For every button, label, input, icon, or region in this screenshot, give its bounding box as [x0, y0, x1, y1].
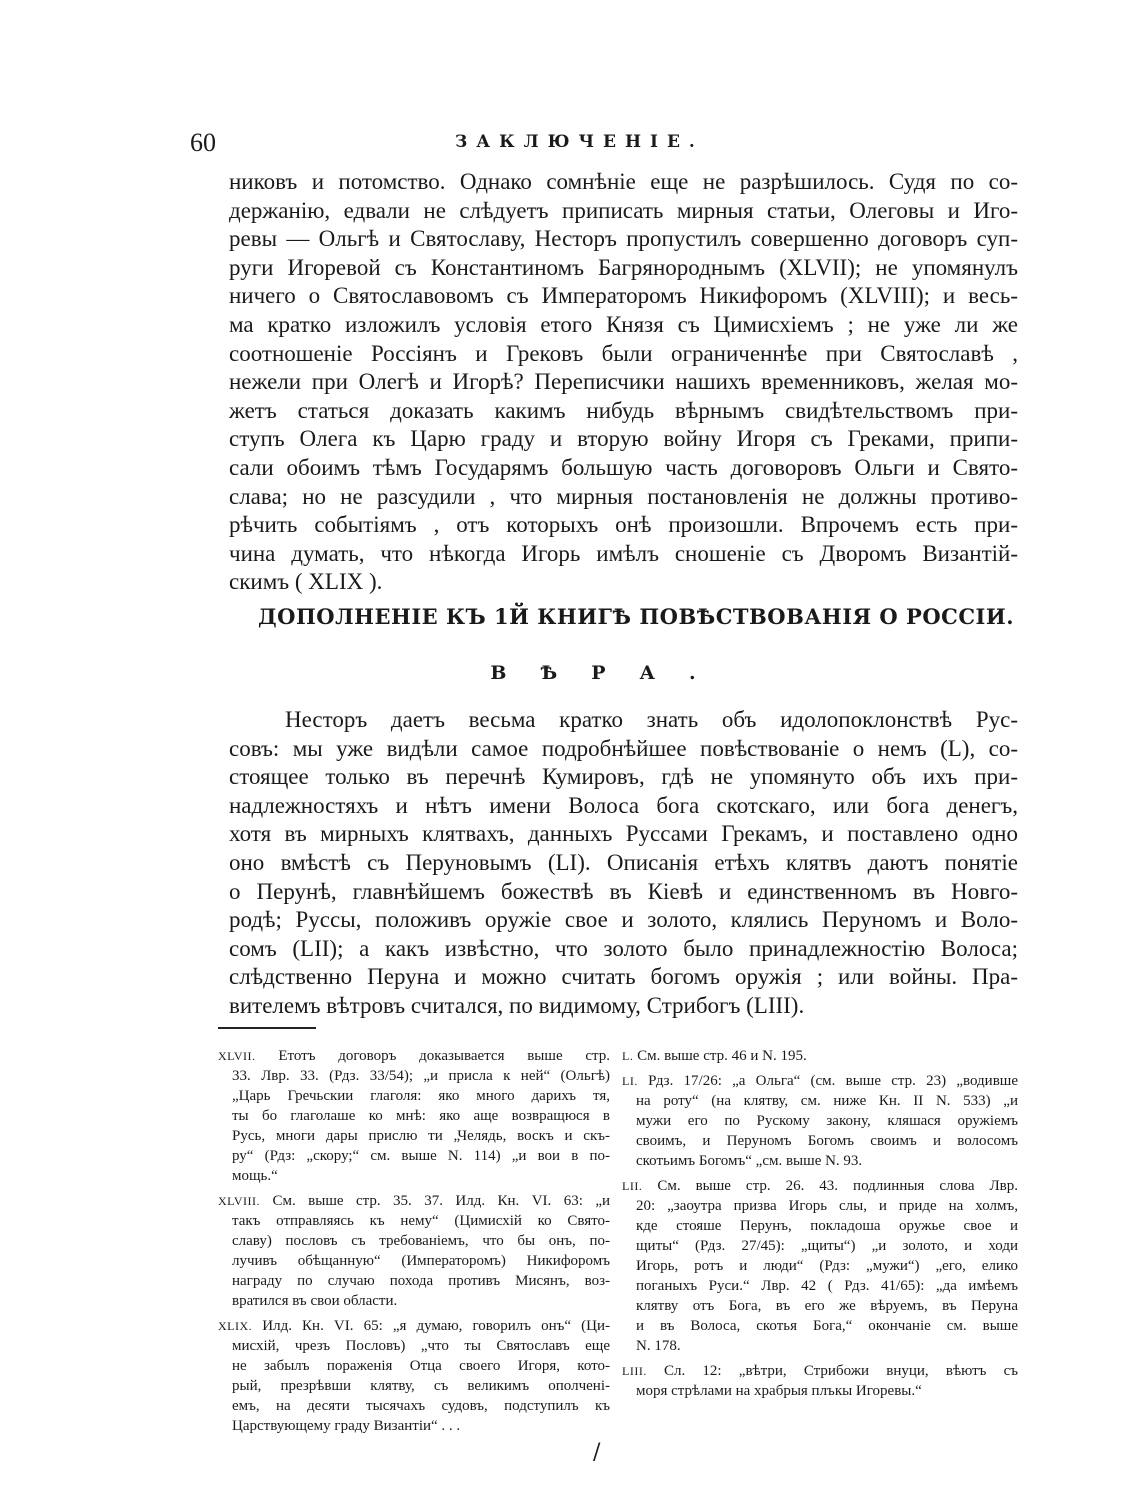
footnote-text: своимъ, и Перуномъ Богомъ своимъ и волосомъ: [636, 1133, 1018, 1149]
footnote-line: [622, 1381, 1018, 1401]
text-line: нежели при Олегѣ и Игорѣ? Переписчики нашихъ временниковъ, желая мо-: [229, 369, 1018, 395]
footnote-line: [622, 1256, 1018, 1276]
footnote-line: [218, 1106, 610, 1126]
page-mark: /: [593, 1440, 601, 1465]
text-line: чина думать, что нѣкогда Игорь имѣлъ сношеніе съ Дворомъ Византій-: [229, 540, 1018, 566]
text-line: хотя въ мирныхъ клятвахъ, данныхъ Руссами Грекамъ, и поставлено одно: [229, 821, 1018, 847]
footnote-line: [218, 1191, 610, 1211]
text-line: рѣчить событіямъ , отъ которыхъ онѣ произошли. Впрочемъ есть при-: [229, 512, 1018, 538]
footnote-line: [218, 1336, 610, 1356]
footnote-line: [622, 1046, 1018, 1066]
footnote-line: [218, 1291, 610, 1311]
text-line: слава; но не разсудили , что мирныя постановленія не должны противо-: [229, 483, 1018, 509]
text-line: скимъ ( XLIX ).: [229, 569, 383, 595]
footnote-line: [218, 1271, 610, 1291]
footnote-text: Илд. Кн. VI. 65: „я думаю, говорилъ онъ“ (Ци-: [262, 1318, 611, 1334]
footnote-text: См. выше стр. 26. 43. подлинныя слова Лвр.: [657, 1178, 1018, 1194]
footnote-text: такъ отправляясь къ нему“ (Цимисхій ко Свято-: [232, 1213, 610, 1229]
text-line: сали обоимъ тѣмъ Государямъ большую часть договоровъ Ольги и Свято-: [229, 454, 1018, 480]
footnote-line: [218, 1316, 610, 1336]
footnote-text: 20: „заоутра призва Игорь слы, и приде на холмъ,: [636, 1198, 1018, 1214]
footnote-line: [622, 1151, 1018, 1171]
footnote-text: не забылъ пораженія Отца своего Игоря, кото-: [232, 1358, 610, 1374]
footnote-line: [218, 1231, 610, 1251]
text-line: оно вмѣстѣ съ Перуновымъ (LI). Описанія етѣхъ клятвъ даютъ понятіе: [229, 849, 1018, 875]
footnote: [622, 1046, 1018, 1066]
footnote-text: славу) пословъ съ требованіемъ, что бы онъ, по-: [232, 1233, 610, 1249]
page-number: 60: [190, 128, 216, 157]
footnote-line: [218, 1166, 610, 1186]
footnote-line: [218, 1376, 610, 1396]
footnote-line: [622, 1361, 1018, 1381]
footnote-line: [218, 1066, 610, 1086]
section-heading: ДОПОЛНЕНІЕ КЪ 1Й КНИГѢ ПОВѢСТВОВАНІЯ О РОССІИ.: [258, 604, 1015, 629]
footnote-text: Русь, многи дары прислю ти „Челядь, воскъ и скъ-: [232, 1128, 610, 1144]
footnote-line: [218, 1126, 610, 1146]
footnote-line: [622, 1236, 1018, 1256]
footnote-id: LI.: [622, 1074, 638, 1088]
footnote-line: [622, 1296, 1018, 1316]
footnote-text: и въ Волоса, скотья Бога,“ окончаніе см. выше: [636, 1318, 1018, 1334]
text-line: держанію, едвали не слѣдуетъ приписать мирныя статьи, Олеговы и Иго-: [229, 197, 1018, 223]
text-line: надлежностяхъ и нѣтъ имени Волоса бога скотскаго, или бога денегъ,: [229, 792, 1018, 818]
footnote-text: клятву отъ Бога, въ его же вѣруемъ, въ Перуна: [636, 1298, 1018, 1314]
footnote-text: Царствующему граду Византiи“ . . .: [232, 1418, 461, 1434]
text-line: никовъ и потомство. Однако сомнѣніе еще не разрѣшилось. Судя по со-: [229, 169, 1018, 194]
footnote-text: Етотъ договоръ доказывается выше стр.: [278, 1048, 610, 1064]
footnote-text: мужи его по Рускому закону, кляшася оружіемъ: [636, 1113, 1018, 1129]
text-line: ступъ Олега къ Царю граду и вторую войну Игоря съ Греками, припи-: [229, 426, 1018, 452]
text-line: вителемъ вѣтровъ считался, по видимому, Стрибогъ (LIII).: [229, 992, 805, 1018]
text-line: Несторъ даетъ весьма кратко знать объ идолопоклонствѣ Рус-: [285, 707, 1018, 732]
footnote-text: рый, презрѣвши клятву, съ великимъ ополченi-: [232, 1378, 610, 1394]
footnote-line: [622, 1111, 1018, 1131]
footnote-text: 33. Лвр. 33. (Рдз. 33/54); „и присла к ней“ (Ольгѣ): [232, 1068, 610, 1084]
footnote-text: вратился въ свои области.: [232, 1293, 398, 1309]
text-line: стоящее только въ перечнѣ Кумировъ, гдѣ не упомянуто объ ихъ при-: [229, 764, 1018, 790]
footnote-line: [622, 1216, 1018, 1236]
footnote-line: [218, 1046, 610, 1066]
paragraph-conclusion: [229, 168, 1018, 597]
text-line: соотношеніе Россіянъ и Грековъ были ограниченнѣе при Святославѣ ,: [229, 340, 1018, 366]
footnote: [622, 1361, 1018, 1401]
footnote-text: на роту“ (на клятву, см. ниже Кн. II N. 533) „и: [636, 1093, 1018, 1109]
footnote-text: поганыхъ Руси.“ Лвр. 42 ( Рдз. 41/65): „да имѣемъ: [636, 1278, 1018, 1294]
footnote-line: [622, 1196, 1018, 1216]
footnote-line: [622, 1176, 1018, 1196]
footnote-text: скотьимъ Богомъ“ „см. выше N. 93.: [636, 1153, 863, 1169]
footnote-text: емъ, на десяти тысячахъ судовъ, подступилъ къ: [232, 1398, 610, 1414]
footnote-text: мисхій, чрезъ Пословъ) „что ты Святославъ еще: [232, 1338, 610, 1354]
paragraph-faith: [229, 706, 1018, 1021]
footnote-id: XLVIII.: [218, 1194, 261, 1208]
footnote-text: См. выше стр. 35. 37. Илд. Кн. VI. 63: „и: [272, 1193, 610, 1209]
text-line: совъ: мы уже видѣли самое подробнѣйшее повѣствованіе о немъ (L), со-: [229, 735, 1018, 761]
footnote-text: „Царь Гречьскии глаголя: яко много дарихъ тя,: [232, 1088, 610, 1104]
footnote-line: [218, 1396, 610, 1416]
footnote-text: ру“ (Рдз: „скору;“ см. выше N. 114) „и вои в по-: [232, 1148, 610, 1164]
footnote-line: [622, 1131, 1018, 1151]
text-line: жетъ статься доказать какимъ нибудь вѣрнымъ свидѣтельствомъ при-: [229, 397, 1018, 423]
footnote-id: XLIX.: [218, 1319, 253, 1333]
footnote-line: [218, 1356, 610, 1376]
footnote: [218, 1191, 610, 1311]
text-line: ма кратко изложилъ условія етого Князя съ Цимисхіемъ ; не уже ли же: [229, 311, 1018, 337]
footnote-text: моря стрѣлами на храбрыя плъкы Игоревы.“: [636, 1383, 922, 1399]
footnote-line: [622, 1091, 1018, 1111]
footnote: [218, 1316, 610, 1436]
footnote-text: Рдз. 17/26: „а Ольга“ (см. выше стр. 23) „водивше: [648, 1073, 1018, 1089]
footnote-line: [622, 1276, 1018, 1296]
sub-heading: ВѢРА.: [490, 662, 730, 684]
footnote-text: кде стояше Перунъ, покладоша оружье свое и: [636, 1218, 1018, 1234]
footnote-text: N. 178.: [636, 1338, 681, 1354]
footnote-text: щиты“ (Рдз. 27/45): „щиты“) „и золото, и ходи: [636, 1238, 1018, 1254]
text-line: сомъ (LII); а какъ извѣстно, что золото было принадлежностію Волоса;: [229, 935, 1018, 961]
footnote-text: Игорь, ротъ и люди“ (Рдз: „мужи“) „его, елико: [636, 1258, 1018, 1274]
footnote-text: Сл. 12: „вѣтри, Стрибожи внуци, вѣютъ съ: [664, 1363, 1019, 1379]
footnote-text: лучивъ обѣщанную“ (Императоромъ) Никифоромъ: [232, 1253, 610, 1269]
footnote-id: LIII.: [622, 1364, 647, 1378]
footnote: [622, 1176, 1018, 1356]
text-line: ревы — Ольгѣ и Святославу, Несторъ пропустилъ совершенно договоръ суп-: [229, 226, 1018, 252]
footnote-line: [218, 1211, 610, 1231]
footnote: [218, 1046, 610, 1186]
footnotes-right-column: [622, 1046, 1018, 1406]
footnotes-left-column: [218, 1046, 610, 1441]
footnote-id: XLVII.: [218, 1049, 256, 1063]
footnote-text: мощь.“: [232, 1168, 278, 1184]
footnote-line: [622, 1316, 1018, 1336]
text-line: слѣдственно Перуна и можно считать богомъ оружія ; или войны. Пра-: [229, 964, 1018, 990]
footnote-line: [218, 1086, 610, 1106]
running-head: ЗАКЛЮЧЕНІЕ.: [455, 132, 704, 152]
footnote-line: [622, 1336, 1018, 1356]
footnote-line: [622, 1071, 1018, 1091]
footnote-text: См. выше стр. 46 и N. 195.: [637, 1048, 807, 1064]
text-line: о Перунѣ, главнѣйшемъ божествѣ въ Кіевѣ и единственномъ въ Новго-: [229, 878, 1018, 904]
footnote-text: ты бо глаголаше ко мнѣ: яко аще возвращюся в: [232, 1108, 610, 1124]
footnote-line: [218, 1251, 610, 1271]
footnote-line: [218, 1416, 610, 1436]
footnote-separator: [218, 1027, 316, 1029]
footnote-text: награду по случаю похода противъ Мисянъ, воз-: [232, 1273, 610, 1289]
text-line: руги Игоревой съ Константиномъ Багрянороднымъ (XLVII); не упомянулъ: [229, 254, 1018, 280]
text-line: ничего о Святославовомъ съ Императоромъ Никифоромъ (XLVIII); и весь-: [229, 283, 1018, 309]
footnote-id: L.: [622, 1049, 634, 1063]
text-line: родѣ; Руссы, положивъ оружіе свое и золото, клялись Перуномъ и Воло-: [229, 907, 1018, 933]
footnote: [622, 1071, 1018, 1171]
footnote-line: [218, 1146, 610, 1166]
footnote-id: LII.: [622, 1179, 643, 1193]
